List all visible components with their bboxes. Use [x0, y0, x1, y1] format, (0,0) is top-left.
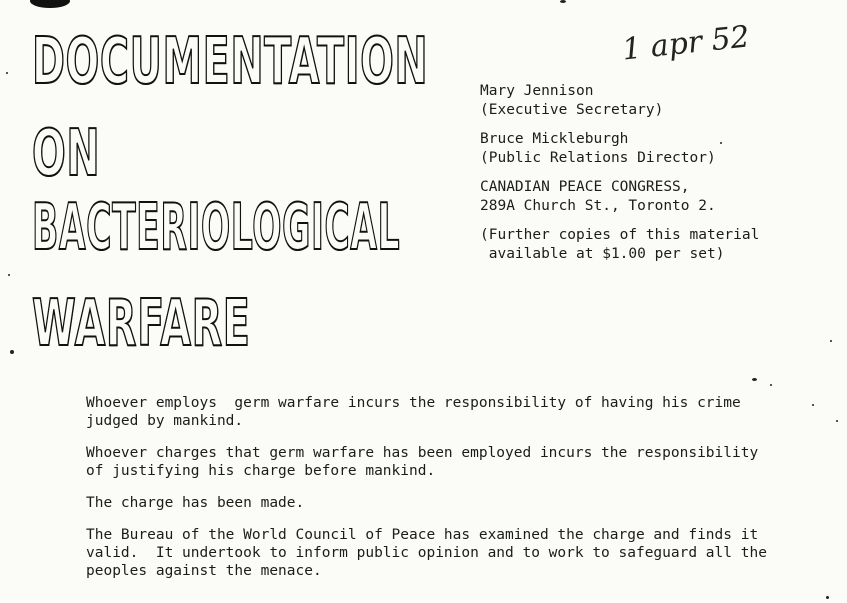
copies-note-line-1: (Further copies of this material [480, 227, 760, 243]
contact-1 [480, 82, 820, 120]
contact-block [480, 82, 820, 274]
copies-note-line-2: available at $1.00 per set) [480, 246, 725, 262]
contact-2 [480, 130, 820, 168]
organization-name: CANADIAN PEACE CONGRESS, [480, 179, 690, 195]
paragraph-1 [86, 394, 826, 430]
paragraph-2 [86, 444, 826, 480]
title-line-4: WARFARE [32, 287, 251, 361]
organization-address [480, 178, 820, 216]
scan-speck [752, 378, 757, 381]
paragraph-line: judged by mankind. [86, 413, 244, 429]
paragraph-line: Whoever employs germ warfare incurs the responsibility of having his crime [86, 395, 741, 411]
scan-speck [812, 404, 814, 406]
paragraph-3 [86, 494, 826, 512]
paragraph-line: Whoever charges that germ warfare has been employed incurs the responsibility [86, 445, 759, 461]
paragraph-line: peoples against the menace. [86, 563, 322, 579]
handwritten-date: 1 apr 52 [620, 19, 752, 68]
contact-role: (Public Relations Director) [480, 150, 716, 166]
title-line-2: ON [32, 117, 101, 191]
body-text [86, 394, 826, 594]
contact-name: Bruce Mickleburgh [480, 131, 629, 147]
scan-speck [830, 340, 832, 342]
scan-speck [10, 350, 14, 354]
copies-note [480, 226, 820, 264]
ink-smudge [30, 0, 70, 8]
paragraph-4 [86, 526, 826, 580]
street-address: 289A Church St., Toronto 2. [480, 198, 716, 214]
scan-speck [8, 274, 10, 276]
scan-speck [720, 142, 722, 144]
scan-speck [560, 0, 566, 3]
title-line-3: BACTERIOLOGICAL [32, 191, 401, 265]
scan-speck [826, 596, 829, 599]
paragraph-line: of justifying his charge before mankind. [86, 463, 436, 479]
scan-speck [770, 384, 772, 386]
scan-speck [836, 420, 838, 422]
contact-name: Mary Jennison [480, 83, 594, 99]
paragraph-line: The charge has been made. [86, 495, 305, 511]
scan-speck [6, 72, 8, 74]
paragraph-line: The Bureau of the World Council of Peace has examined the charge and finds it [86, 527, 759, 543]
paragraph-line: valid. It undertook to inform public opinion and to work to safeguard all the [86, 545, 767, 561]
contact-role: (Executive Secretary) [480, 102, 664, 118]
title-line-1: DOCUMENTATION [32, 25, 429, 99]
